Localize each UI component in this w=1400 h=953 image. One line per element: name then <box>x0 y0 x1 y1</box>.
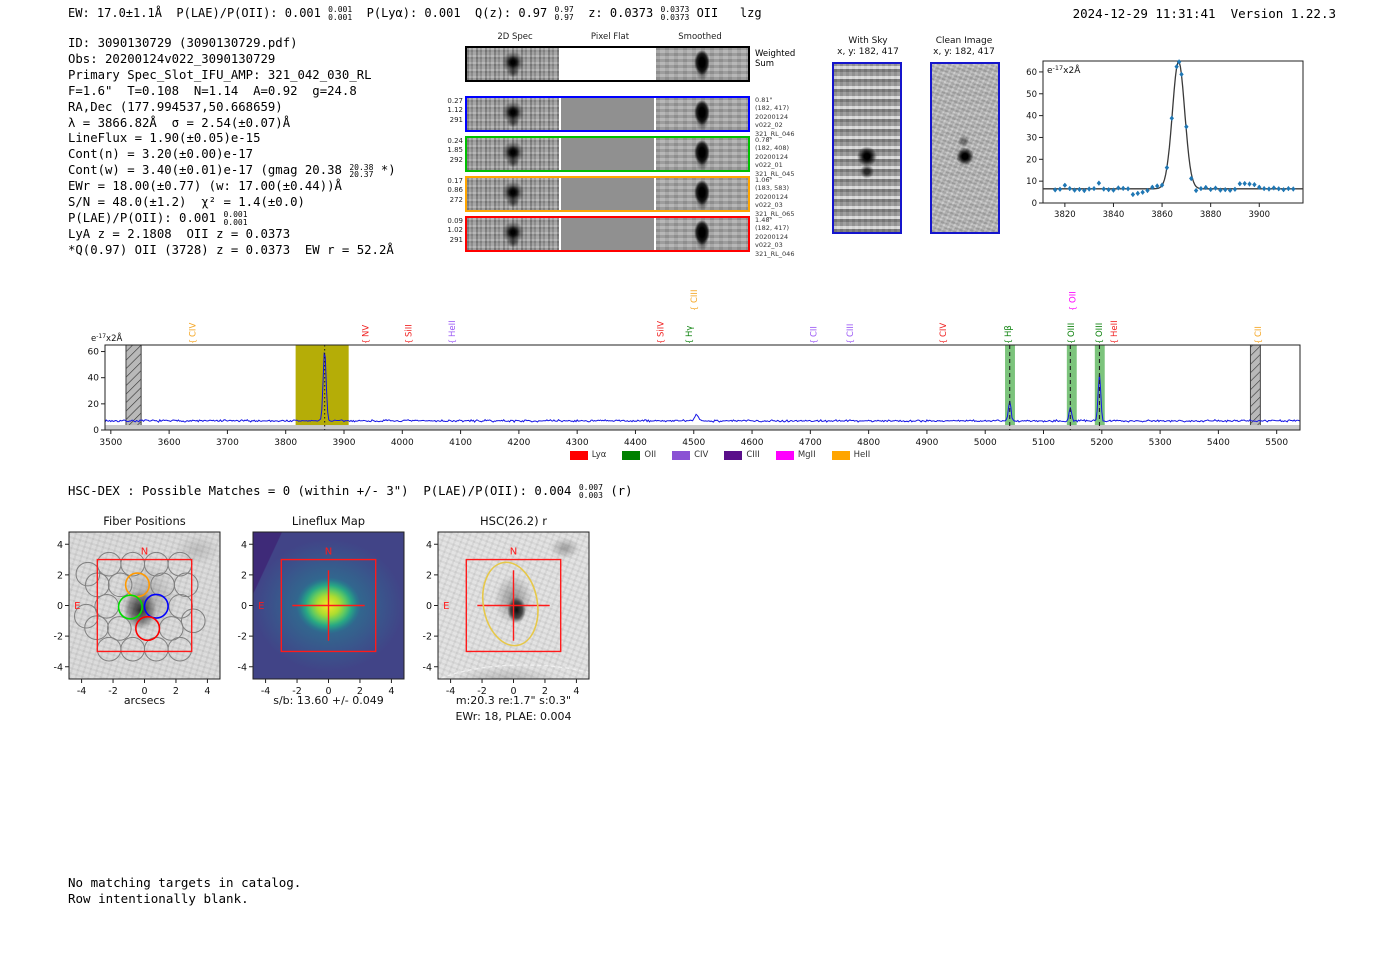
legend-label: Lyα <box>591 450 607 460</box>
spec2d-row-weights: 0.24 1.85 292 <box>447 137 463 164</box>
spec2d-panel <box>443 30 803 262</box>
spectral-line-label: OIII <box>1066 322 1077 337</box>
spectrum-legend <box>420 450 1020 460</box>
line-label-brace: { <box>1094 338 1104 344</box>
detection-info-block <box>68 36 396 259</box>
svg-text:5100: 5100 <box>1032 438 1055 448</box>
svg-text:-2: -2 <box>237 631 247 643</box>
line-label-brace: { <box>938 338 948 344</box>
spectral-line-label: CII <box>809 326 820 337</box>
stacked-uncertainty: 0.007 0.003 <box>578 483 603 500</box>
svg-text:5300: 5300 <box>1148 438 1172 448</box>
pixel-flat-strip <box>561 218 653 250</box>
header-segment: z: 0.0373 <box>573 6 661 20</box>
line-label-brace: { <box>845 338 855 344</box>
smoothed-strip <box>656 98 748 130</box>
lineflux-map-panel-overlay <box>214 508 419 723</box>
spec2d-row-weights: 0.17 0.86 272 <box>447 177 463 204</box>
info-line: *Q(0.97) OII (3728) z = 0.0373 EW r = 52.2Å <box>68 242 394 257</box>
spec2d-row-annotation: 1.48" (182, 417) 20200124 v022_03 321_RL_046 <box>755 216 795 258</box>
smoothed-strip <box>656 178 748 210</box>
svg-text:60: 60 <box>1026 67 1037 78</box>
spec2d-row <box>443 216 803 258</box>
svg-text:3900: 3900 <box>1248 210 1271 220</box>
stacked-uncertainty: 0.001 0.001 <box>223 210 248 227</box>
header-segment: Q(z): 0.97 <box>460 6 555 20</box>
timestamp-version: 2024-12-29 11:31:41 Version 1.22.3 <box>1072 6 1336 21</box>
svg-text:-2: -2 <box>108 686 118 697</box>
header-segment: P(Lyα): 0.001 <box>352 6 461 20</box>
legend-swatch <box>570 451 588 460</box>
svg-text:30: 30 <box>1026 133 1037 144</box>
selected-fiber <box>126 573 150 597</box>
legend-swatch <box>832 451 850 460</box>
svg-text:4: 4 <box>204 686 211 697</box>
svg-text:-4: -4 <box>237 662 247 674</box>
stacked-uncertainty: 0.0373 0.0373 <box>660 5 690 22</box>
svg-text:-2: -2 <box>477 686 487 697</box>
svg-text:5200: 5200 <box>1090 438 1114 448</box>
hsc-image-panel <box>399 508 604 723</box>
svg-text:20: 20 <box>87 399 99 410</box>
spec2d-row-annotation: 1.06" (183, 583) 20200124 v022_03 321_RL_065 <box>755 176 795 218</box>
info-line: EWr = 18.00(±0.77) (w: 17.00(±0.44))Å <box>68 179 342 194</box>
line-label-brace: { <box>808 338 818 344</box>
svg-text:4500: 4500 <box>682 438 706 448</box>
spectral-line-label: CIII <box>689 289 700 303</box>
pixel-flat-strip <box>561 48 653 80</box>
spec2d-image-strip-row <box>465 216 750 252</box>
sky-panel-image <box>832 62 902 234</box>
spectral-line-label: CII <box>1254 326 1265 337</box>
legend-item <box>724 450 759 460</box>
spectral-line-label: NV <box>361 324 372 337</box>
line-label-brace: { <box>689 305 699 311</box>
svg-text:4800: 4800 <box>857 438 881 448</box>
line-label-brace: { <box>1003 338 1013 344</box>
svg-text:0: 0 <box>56 601 63 612</box>
smoothed-strip <box>656 48 748 80</box>
spectral-line-label: CIII <box>845 323 856 337</box>
svg-text:4000: 4000 <box>390 438 414 448</box>
svg-text:0: 0 <box>425 601 432 612</box>
svg-text:4: 4 <box>56 539 63 551</box>
svg-text:20: 20 <box>1026 155 1037 166</box>
noise-region <box>105 425 1300 430</box>
cutout-xlabel: s/b: 13.60 +/- 0.049 <box>273 694 384 707</box>
pixel-flat-strip <box>561 178 653 210</box>
gaussian-fit-line <box>1043 62 1303 189</box>
spectrum-line <box>105 353 1300 423</box>
info-line: ID: 3090130729 (3090130729.pdf) <box>68 36 298 50</box>
fiber-positions-panel-overlay <box>30 508 235 723</box>
compass-north: N <box>140 546 149 558</box>
svg-text:3800: 3800 <box>274 438 298 448</box>
svg-text:40: 40 <box>1026 111 1037 122</box>
svg-text:-2: -2 <box>422 631 432 643</box>
flux-unit-label: $e^{-17}x2Å$ <box>1047 64 1081 76</box>
stacked-uncertainty: 0.97 0.97 <box>554 5 574 22</box>
info-line: Obs: 20200124v022_3090130729 <box>68 51 276 66</box>
smoothed-strip <box>656 218 748 250</box>
spec2d-row-weights: 0.27 1.12 291 <box>447 97 463 124</box>
line-label-brace: { <box>1066 338 1076 344</box>
compass-east: E <box>258 601 265 612</box>
svg-text:0: 0 <box>325 686 332 697</box>
info-line: Cont(w) = 3.40(±0.01)e-17 (gmag 20.38 20.38 20.37 *) <box>68 162 396 180</box>
spectral-line-label: HeII <box>447 320 458 337</box>
svg-text:2: 2 <box>425 570 432 582</box>
header-segment: OII lzg <box>689 6 762 20</box>
line-label-brace: { <box>187 338 197 344</box>
legend-label: CIII <box>746 450 760 460</box>
svg-text:4: 4 <box>425 539 432 551</box>
legend-label: CIV <box>694 450 709 460</box>
spec2d-row <box>443 176 803 218</box>
cutout-xlabel: arcsecs <box>123 694 166 707</box>
fiber-positions-panel <box>30 508 235 723</box>
legend-label: MgII <box>797 450 816 460</box>
svg-text:3860: 3860 <box>1151 210 1173 220</box>
svg-text:-4: -4 <box>76 686 87 697</box>
svg-text:4900: 4900 <box>915 438 939 448</box>
svg-text:4: 4 <box>240 539 247 551</box>
svg-text:-2: -2 <box>53 631 63 643</box>
svg-text:4: 4 <box>573 686 580 697</box>
svg-text:3600: 3600 <box>157 438 181 448</box>
spec2d-col-header: 2D Spec <box>497 32 533 42</box>
aperture-ellipse <box>476 558 544 650</box>
legend-swatch <box>622 451 640 460</box>
stacked-uncertainty: 0.001 0.001 <box>328 5 353 22</box>
svg-text:2: 2 <box>541 686 548 697</box>
smoothed-strip <box>656 138 748 170</box>
selected-fiber <box>136 617 160 641</box>
info-line: LyA z = 2.1808 OII z = 0.0373 <box>68 226 291 241</box>
info-line: RA,Dec (177.994537,50.668659) <box>68 99 283 114</box>
spec2d-strip <box>467 178 559 210</box>
fiber-circles <box>75 552 206 661</box>
footer-line: Row intentionally blank. <box>68 891 249 906</box>
spectral-line-label: CIV <box>188 322 199 337</box>
svg-text:2: 2 <box>172 686 179 697</box>
spec2d-strip <box>467 218 559 250</box>
stacked-uncertainty: 20.38 20.37 <box>349 162 374 180</box>
compass-north: N <box>509 546 518 558</box>
sky-panel-title: With Sky x, y: 182, 417 <box>837 36 899 57</box>
spec2d-row-annotation: 0.78" (182, 408) 20200124 v022_01 321_RL_045 <box>755 136 795 178</box>
spec2d-image-strip-row <box>465 176 750 212</box>
compass-north: N <box>324 546 333 558</box>
spec2d-row-annotation: 0.81" (182, 417) 20200124 v022_02 321_RL_046 <box>755 96 795 138</box>
svg-text:2: 2 <box>240 570 247 582</box>
svg-text:2: 2 <box>56 570 63 582</box>
selected-fiber <box>145 594 169 618</box>
lineflux-map-panel <box>214 508 419 723</box>
svg-text:3500: 3500 <box>99 438 123 448</box>
spectral-line-label: SiII <box>404 324 415 337</box>
svg-text:40: 40 <box>87 373 99 384</box>
svg-text:-4: -4 <box>422 662 432 674</box>
sky-panel-image <box>930 62 1000 234</box>
spectral-line-label: SiIV <box>656 320 667 337</box>
header-segment: EW: 17.0±1.1Å <box>68 6 162 20</box>
masked-region-band <box>1250 345 1260 430</box>
legend-item <box>570 450 607 460</box>
svg-text:3840: 3840 <box>1102 210 1125 220</box>
spectral-line-label: OIII <box>1094 322 1105 337</box>
spec2d-col-header: Smoothed <box>678 32 722 42</box>
info-line: Cont(n) = 3.20(±0.00)e-17 <box>68 147 254 162</box>
spec2d-row-weights: 0.09 1.02 291 <box>447 217 463 244</box>
pixel-flat-strip <box>561 98 653 130</box>
line-label-brace: { <box>1068 305 1078 311</box>
svg-text:3820: 3820 <box>1054 210 1076 220</box>
spec2d-strip <box>467 98 559 130</box>
hsc-match-line: HSC-DEX : Possible Matches = 0 (within +/- 3") P(LAE)/P(OII): 0.004 0.007 0.003 (r) <box>68 483 633 500</box>
emission-line-zoom-plot <box>1020 45 1330 230</box>
line-label-brace: { <box>684 338 694 344</box>
info-line: F=1.6" T=0.108 N=1.14 A=0.92 g=24.8 <box>68 83 357 98</box>
svg-text:0: 0 <box>93 426 99 436</box>
catalog-match-note <box>68 875 301 907</box>
legend-item <box>776 450 816 460</box>
legend-swatch <box>672 451 690 460</box>
legend-item <box>622 450 656 460</box>
line-highlight-band <box>296 345 349 430</box>
cutout-title: Fiber Positions <box>103 514 186 528</box>
info-line: λ = 3866.82Å σ = 2.54(±0.07)Å <box>68 115 291 130</box>
legend-label: OII <box>644 450 657 460</box>
full-spectrum-plot <box>85 265 1310 465</box>
svg-text:-4: -4 <box>53 662 63 674</box>
cutout-title: HSC(26.2) r <box>480 514 547 528</box>
info-line: S/N = 48.0(±1.2) χ² = 1.4(±0.0) <box>68 195 305 210</box>
svg-text:-4: -4 <box>260 686 271 697</box>
spectral-line-label: CIV <box>939 322 950 337</box>
svg-text:4400: 4400 <box>624 438 647 448</box>
compass-east: E <box>443 601 450 612</box>
svg-text:3880: 3880 <box>1199 210 1222 220</box>
spectral-line-label: Hβ <box>1003 325 1014 337</box>
svg-text:60: 60 <box>87 347 99 358</box>
line-label-brace: { <box>1253 338 1263 344</box>
line-label-brace: { <box>404 338 414 344</box>
svg-text:4700: 4700 <box>798 438 822 448</box>
svg-text:3700: 3700 <box>215 438 239 448</box>
svg-text:0: 0 <box>141 686 148 697</box>
header-segment: P(LAE)/P(OII): 0.001 <box>161 6 329 20</box>
selected-fiber <box>119 595 143 619</box>
spec2d-row <box>443 96 803 138</box>
svg-text:5400: 5400 <box>1206 438 1230 448</box>
legend-label: HeII <box>853 450 871 460</box>
cutout-title: Lineflux Map <box>291 514 366 528</box>
spec2d-image-strip-row <box>465 46 750 82</box>
spec2d-row <box>443 46 803 84</box>
line-label-brace: { <box>361 338 371 344</box>
info-line: Primary Spec_Slot_IFU_AMP: 321_042_030_RL <box>68 67 372 82</box>
spec2d-strip <box>467 48 559 80</box>
masked-region-band <box>126 345 141 430</box>
info-line: LineFlux = 1.90(±0.05)e-15 <box>68 131 261 146</box>
line-label-brace: { <box>656 338 666 344</box>
svg-text:4: 4 <box>388 686 395 697</box>
svg-text:50: 50 <box>1026 89 1037 100</box>
svg-text:4200: 4200 <box>507 438 531 448</box>
legend-swatch <box>776 451 794 460</box>
svg-text:4100: 4100 <box>449 438 473 448</box>
summary-header <box>68 6 762 22</box>
svg-text:5500: 5500 <box>1265 438 1289 448</box>
line-label-brace: { <box>447 338 457 344</box>
svg-text:0: 0 <box>1031 199 1037 209</box>
svg-text:0: 0 <box>510 686 517 697</box>
svg-text:-4: -4 <box>445 686 456 697</box>
cutout-xlabel: m:20.3 re:1.7" s:0.3" <box>455 694 572 707</box>
pixel-flat-strip <box>561 138 653 170</box>
legend-item <box>832 450 871 460</box>
line-label-brace: { <box>1109 338 1119 344</box>
spec2d-row <box>443 136 803 178</box>
spec2d-row-annotation: Weighted Sum <box>755 49 796 69</box>
spec2d-col-header: Pixel Flat <box>590 32 630 42</box>
svg-text:0: 0 <box>240 601 247 612</box>
svg-text:-2: -2 <box>292 686 302 697</box>
legend-item <box>672 450 708 460</box>
svg-text:5000: 5000 <box>973 438 997 448</box>
hsc-image-panel-overlay <box>399 508 604 723</box>
spectral-line-label: OII <box>1068 291 1079 303</box>
compass-east: E <box>74 601 81 612</box>
spec2d-strip <box>467 138 559 170</box>
svg-text:10: 10 <box>1026 177 1037 188</box>
cutout-xlabel2: EWr: 18, PLAE: 0.004 <box>455 710 572 723</box>
info-line: P(LAE)/P(OII): 0.001 0.001 0.001 <box>68 210 248 227</box>
footer-line: No matching targets in catalog. <box>68 875 302 890</box>
svg-text:4600: 4600 <box>740 438 764 448</box>
svg-text:2: 2 <box>356 686 363 697</box>
sky-panel-title: Clean Image x, y: 182, 417 <box>933 36 995 57</box>
legend-swatch <box>724 451 742 460</box>
spec2d-image-strip-row <box>465 136 750 172</box>
spec2d-image-strip-row <box>465 96 750 132</box>
spectral-line-label: Hγ <box>685 325 696 337</box>
svg-text:4300: 4300 <box>565 438 589 448</box>
spectral-line-label: HeII <box>1110 320 1121 337</box>
flux-unit-label: $e^{-17}x2Å$ <box>91 333 123 344</box>
svg-text:3900: 3900 <box>332 438 356 448</box>
